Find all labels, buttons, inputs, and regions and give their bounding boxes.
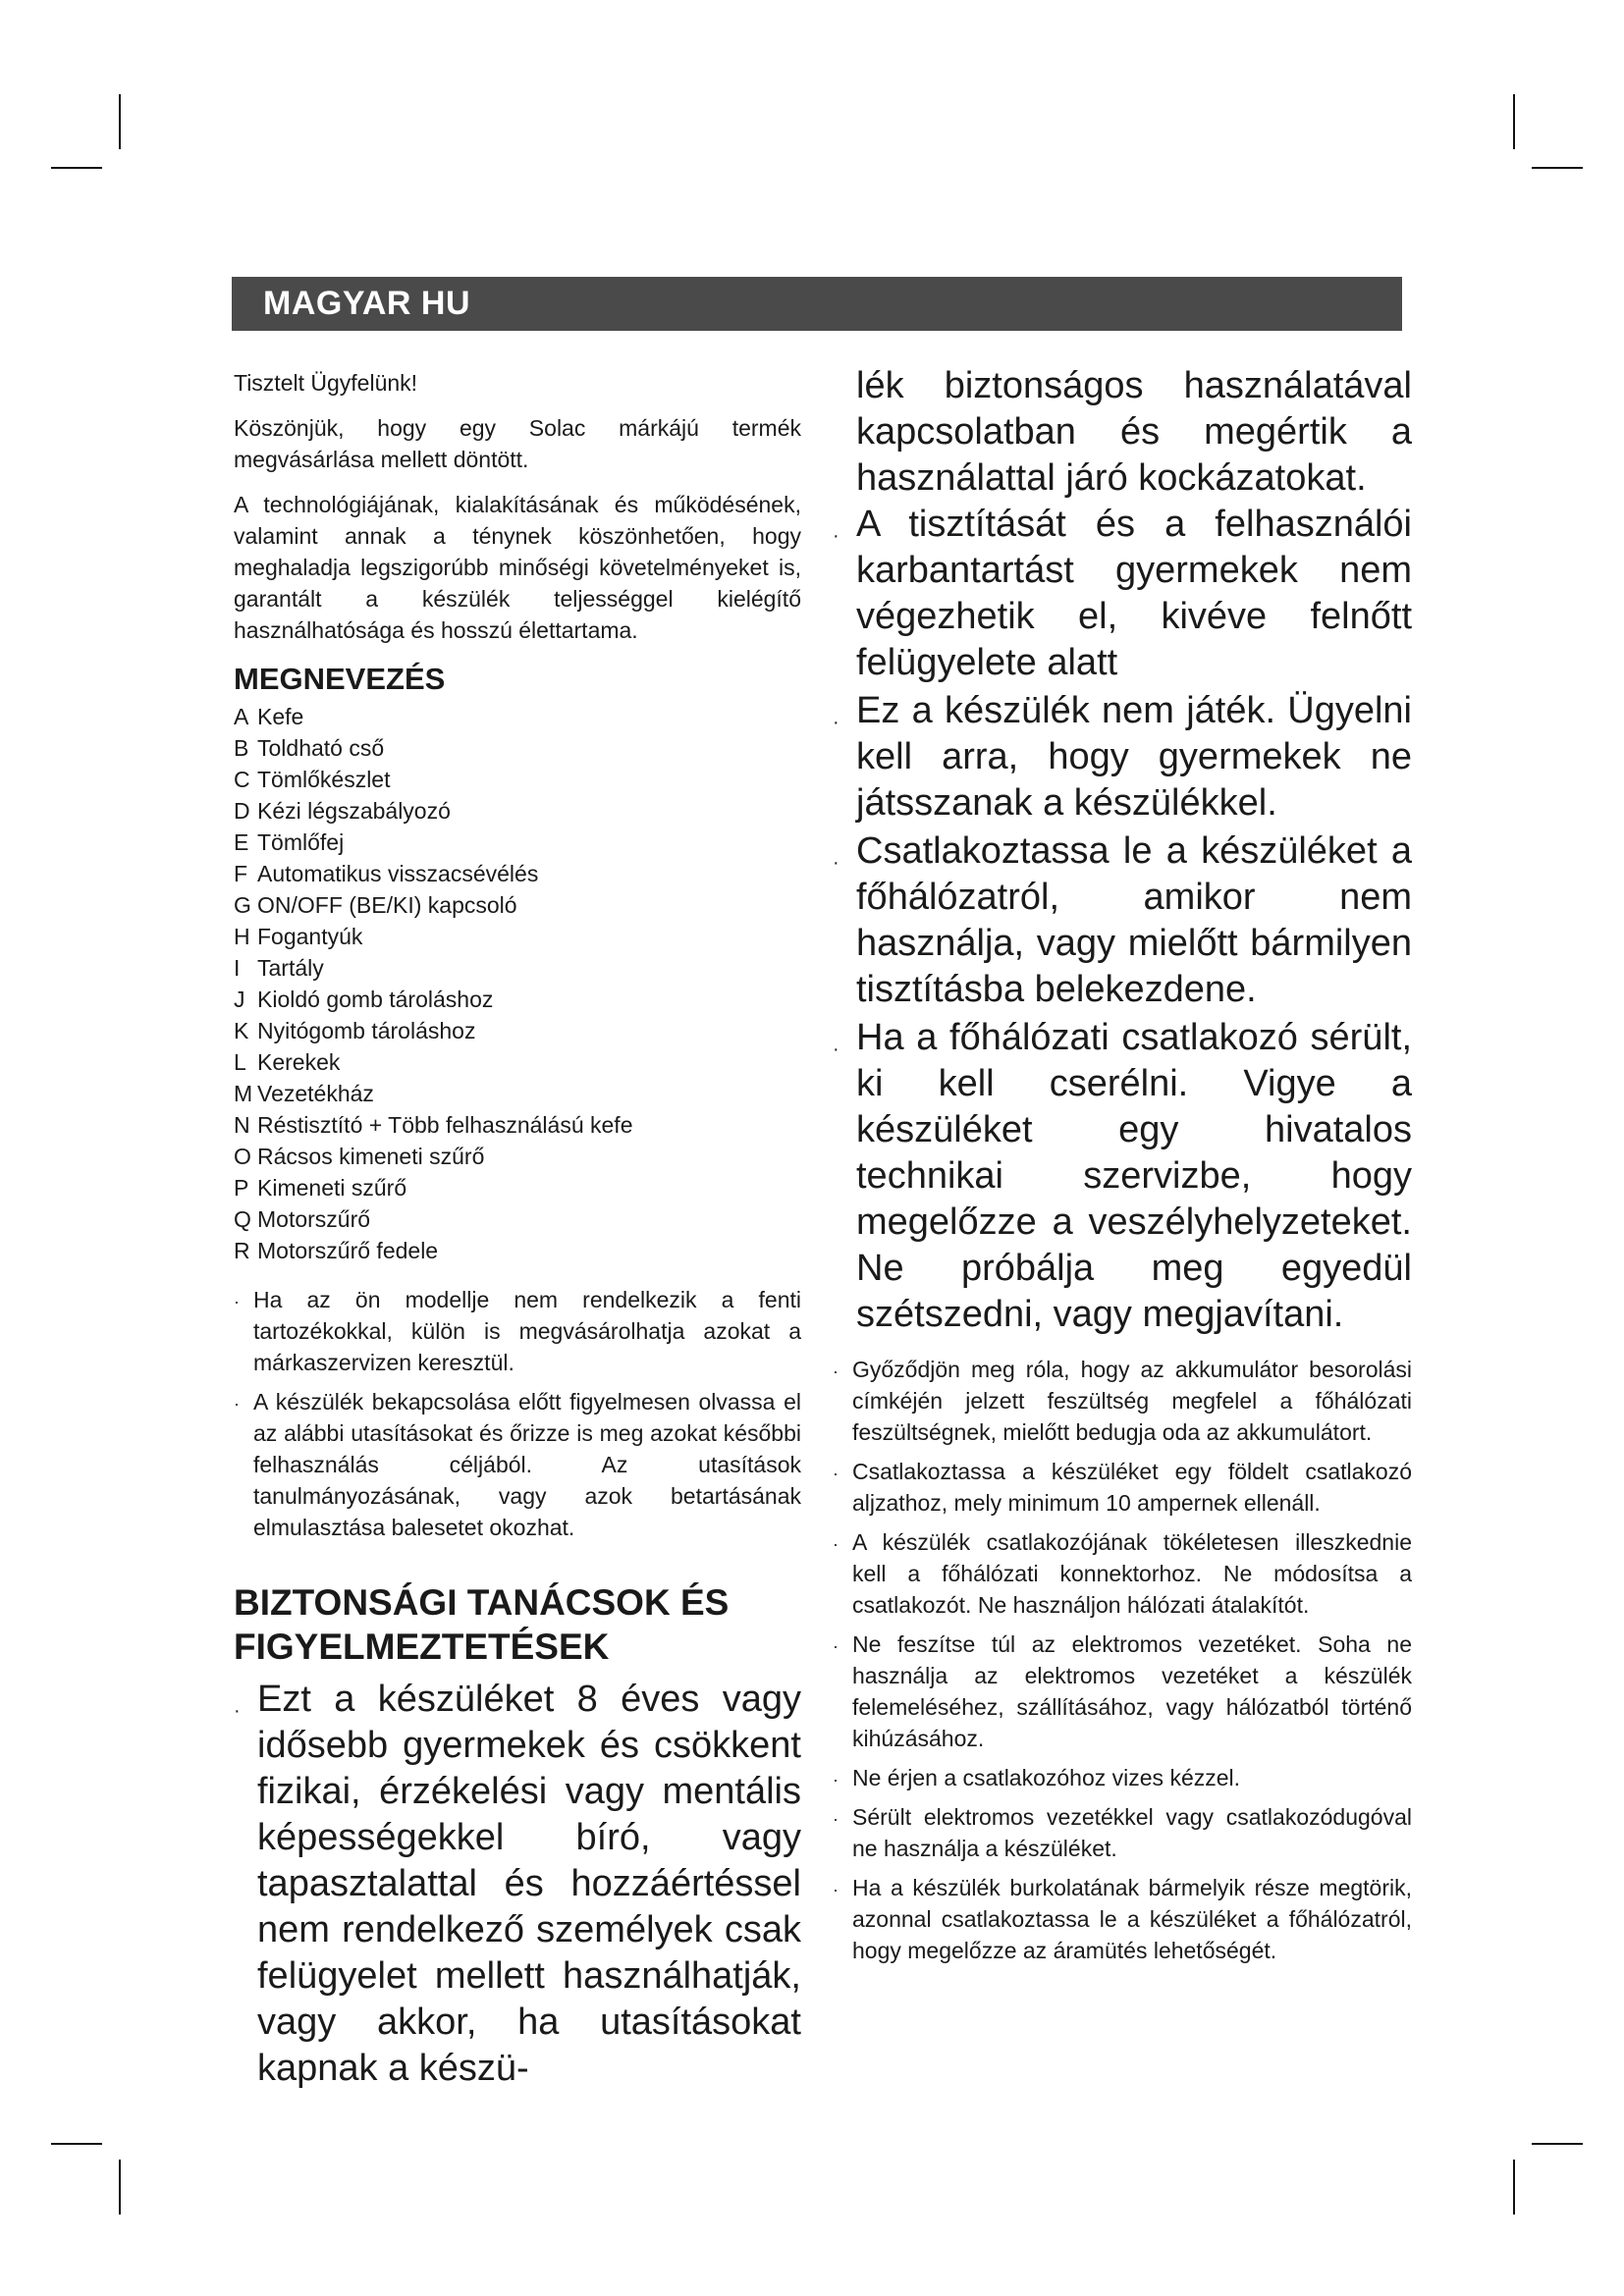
part-item: O Rácsos kimeneti szűrő: [234, 1144, 485, 1169]
part-item: D Kézi légszabályozó: [234, 798, 451, 824]
crop-mark: [119, 2160, 121, 2215]
safety-item-continuation: lék biztonságos használatával kapcsolatban és megértik a használattal járó kockázatokat.: [856, 365, 1412, 499]
thanks-paragraph: Köszönjük, hogy egy Solac márkájú termék megvásárlása mellett döntött.: [234, 415, 801, 472]
safety-item: · Ez a készülék nem játék. Ügyelni kell arra, hogy gyermekek ne játsszanak a készülékkel.: [833, 690, 1412, 824]
safety-item: · Csatlakoztassa le a készüléket a főhálózatról, amikor nem használja, vagy mielőtt bármilyen tisztításba belekezdene.: [833, 830, 1412, 1010]
safety-small-item: · Ne érjen a csatlakozóhoz vizes kézzel.: [833, 1765, 1241, 1790]
part-item: R Motorszűrő fedele: [234, 1238, 439, 1263]
part-item: C Tömlőkészlet: [234, 767, 391, 792]
safety-small-item: · Győződjön meg róla, hogy az akkumulátor besorolási címkéjén jelzett feszültség megfelel a főhálózati feszültségnek, mielőtt bedugja oda az akkumulátort.: [833, 1357, 1412, 1445]
crop-mark: [119, 94, 121, 149]
quality-paragraph: A technológiájának, kialakításának és működésének, valamint annak a ténynek köszönhetően, hogy meghaladja legszigorúbb minőségi követelményeket is, garantált a készülék teljességgel kielégítő használhatósága és hosszú élettartama.: [234, 492, 801, 643]
part-item: H Fogantyúk: [234, 924, 363, 949]
crop-mark: [1513, 94, 1515, 149]
language-header: MAGYAR HU: [232, 277, 1402, 331]
safety-big-list-right: [833, 502, 1412, 1338]
part-item: B Toldható cső: [234, 735, 385, 761]
safety-item: · Ha a főhálózati csatlakozó sérült, ki kell cserélni. Vigye a készüléket egy hivatalos technikai szervizbe, hogy megelőzze a veszélyhelyzeteket. Ne próbálja meg egyedül szétszedni, vagy megjavítani.: [833, 1017, 1412, 1335]
crop-mark: [51, 167, 102, 169]
crop-mark: [51, 2143, 102, 2145]
part-item: A Kefe: [234, 704, 304, 729]
part-item: F Automatikus visszacsévélés: [234, 861, 539, 886]
safety-small-item: · Ha a készülék burkolatának bármelyik része megtörik, azonnal csatlakoztassa le a készüléket a főhálózatról, hogy megelőzze az áramütés lehetőségét.: [833, 1875, 1412, 1963]
part-item: L Kerekek: [234, 1049, 341, 1075]
part-item: Q Motorszűrő: [234, 1206, 371, 1232]
part-item: I Tartály: [234, 955, 324, 981]
part-item: N Réstisztító + Több felhasználású kefe: [234, 1112, 633, 1138]
parts-notes: [234, 1284, 801, 1543]
safety-small-item: · A készülék csatlakozójának tökéletesen illeszkednie kell a főhálózati konnektorhoz. Ne módosítsa a csatlakozót. Ne használjon hálózati átalakítót.: [833, 1529, 1412, 1618]
crop-mark: [1513, 2160, 1515, 2215]
right-column: [833, 363, 1412, 1974]
safety-big-list-left: [234, 1677, 801, 2092]
safety-item: · A tisztítását és a felhasználói karbantartást gyermekek nem végezhetik el, kivéve felnőtt felügyelete alatt: [833, 504, 1412, 683]
part-item: J Kioldó gomb tároláshoz: [234, 987, 494, 1012]
note-item: · A készülék bekapcsolása előtt figyelmesen olvassa el az alábbi utasításokat és őrizze is meg azokat későbbi felhasználás céljából. Az utasítások tanulmányozásának, vagy azok betartásának elmulasztása balesetet okozhat.: [234, 1389, 801, 1540]
safety-small-item: · Ne feszítse túl az elektromos vezetéket. Soha ne használja az elektromos vezetéket a készülék felemeléséhez, szállításához, vagy hálózatból történő kihúzásához.: [833, 1631, 1412, 1751]
safety-small-list: [833, 1354, 1412, 1966]
part-item: M Vezetékház: [234, 1081, 374, 1106]
parts-list: [234, 701, 801, 1266]
safety-small-item: · Sérült elektromos vezetékkel vagy csatlakozódugóval ne használja a készüléket.: [833, 1804, 1412, 1861]
part-item: P Kimeneti szűrő: [234, 1175, 407, 1201]
greeting: Tisztelt Ügyfelünk!: [234, 370, 418, 396]
part-item: G ON/OFF (BE/KI) kapcsoló: [234, 892, 517, 918]
crop-mark: [1532, 167, 1583, 169]
safety-heading: BIZTONSÁGI TANÁCSOK ÉS FIGYELMEZTETÉSEK: [234, 1582, 730, 1667]
safety-item: · Ezt a készüléket 8 éves vagy idősebb gyermekek és csökkent fizikai, érzékelési vagy mentális képességekkel bíró, vagy tapasztalattal és hozzáértéssel nem rendelkező személyek csak felügyelet mellett használhatják, vagy akkor, ha utasításokat kapnak a készü-: [234, 1679, 801, 2089]
safety-small-item: · Csatlakoztassa a készüléket egy földelt csatlakozó aljzathoz, mely minimum 10 ampernek ellenáll.: [833, 1459, 1412, 1516]
note-item: · Ha az ön modellje nem rendelkezik a fenti tartozékokkal, külön is megvásárolhatja azokat a márkaszervizen keresztül.: [234, 1287, 801, 1375]
part-item: K Nyitógomb tároláshoz: [234, 1018, 476, 1043]
part-item: E Tömlőfej: [234, 829, 345, 855]
left-column: [234, 367, 801, 2094]
crop-mark: [1532, 2143, 1583, 2145]
parts-heading: MEGNEVEZÉS: [234, 662, 446, 696]
